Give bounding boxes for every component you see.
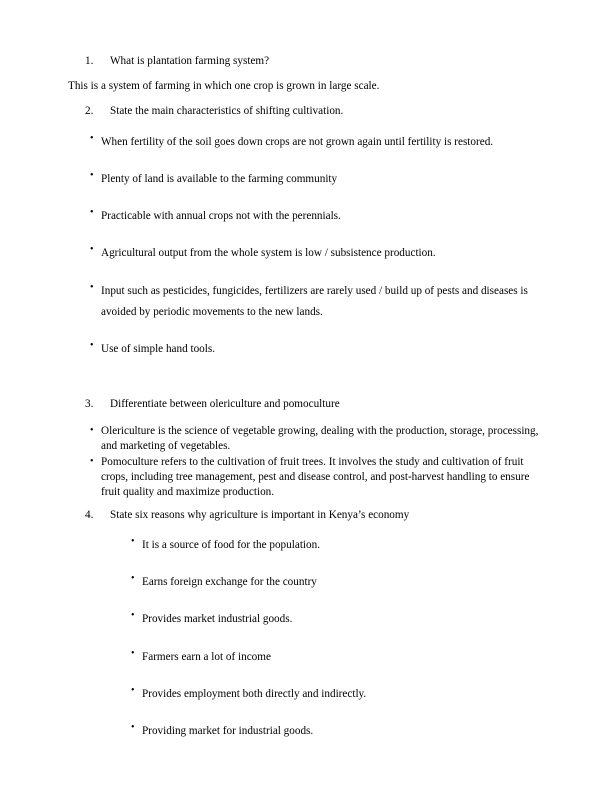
bullet-icon: • xyxy=(90,244,94,256)
paragraph: This is a system of farming in which one crop is grown in large scale. xyxy=(68,80,380,93)
list-item xyxy=(68,169,550,190)
list-item-text: What is plantation farming system? xyxy=(110,55,270,67)
bullet-icon: • xyxy=(90,132,94,144)
numbered-item xyxy=(68,399,550,410)
list-item-text: Providing market for industrial goods. xyxy=(142,725,314,738)
list-item xyxy=(68,684,550,705)
list-item xyxy=(68,206,550,227)
list-item-text: Provides employment both directly and indirectly. xyxy=(142,688,367,701)
list-item xyxy=(68,132,550,153)
list-item-text: Input such as pesticides, fungicides, fertilizers are rarely used / build up of pests and diseases is avoided by periodic movements to the new lands. xyxy=(101,284,528,319)
list-item xyxy=(68,455,550,499)
list-item xyxy=(68,535,550,556)
list-item-text: State the main characteristics of shifting cultivation. xyxy=(110,105,344,118)
list-item xyxy=(68,281,550,324)
list-number: 1. xyxy=(85,55,94,67)
document-body xyxy=(68,56,550,743)
bullet-icon: • xyxy=(131,535,135,547)
list-item-text: Earns foreign exchange for the country xyxy=(142,576,317,589)
list-number: 4. xyxy=(85,508,94,521)
bullet-icon: • xyxy=(131,685,135,697)
list-item xyxy=(68,572,550,593)
list-item xyxy=(68,424,550,454)
list-item-text: Olericulture is the science of vegetable growing, dealing with the production, storage, processing, and marketing of vegetables. xyxy=(101,424,539,452)
bullet-icon: • xyxy=(90,340,94,352)
list-item-text: When fertility of the soil goes down crops are not grown again until fertility is restored. xyxy=(101,135,494,148)
numbered-item xyxy=(68,56,550,67)
list-item-text: Practicable with annual crops not with the perennials. xyxy=(101,210,341,223)
bullet-icon: • xyxy=(90,281,94,293)
list-item xyxy=(68,609,550,630)
list-item-text: Plenty of land is available to the farming community xyxy=(101,172,338,185)
list-item-text: State six reasons why agriculture is important in Kenya’s economy xyxy=(110,508,410,521)
list-item-text: Differentiate between olericulture and pomoculture xyxy=(110,397,340,410)
bullet-icon: • xyxy=(90,424,94,436)
bullet-icon: • xyxy=(90,207,94,219)
list-item xyxy=(68,243,550,264)
list-item-text: Farmers earn a lot of income xyxy=(142,650,271,663)
list-item xyxy=(68,339,550,360)
numbered-item xyxy=(68,106,550,117)
list-item xyxy=(68,647,550,668)
bullet-icon: • xyxy=(131,647,135,659)
list-item xyxy=(68,721,550,742)
bullet-icon: • xyxy=(90,456,94,468)
list-item-text: Provides market industrial goods. xyxy=(142,613,293,626)
bullet-icon: • xyxy=(131,610,135,622)
bullet-icon: • xyxy=(90,169,94,181)
bullet-icon: • xyxy=(131,573,135,585)
list-number: 2. xyxy=(85,105,94,118)
section-spacer xyxy=(68,377,550,399)
list-item-text: Agricultural output from the whole system is low / subsistence production. xyxy=(101,247,436,260)
list-item-text: Use of simple hand tools. xyxy=(101,343,216,356)
bullet-icon: • xyxy=(131,722,135,734)
numbered-item xyxy=(68,510,550,521)
list-item-text: It is a source of food for the population. xyxy=(142,538,321,551)
list-item-text: Pomoculture refers to the cultivation of fruit trees. It involves the study and cultivation of fruit crops, including tree management, pest and disease control, and post-harvest handling to ensure fruit quality and maximize production. xyxy=(101,456,530,498)
list-number: 3. xyxy=(85,397,94,410)
